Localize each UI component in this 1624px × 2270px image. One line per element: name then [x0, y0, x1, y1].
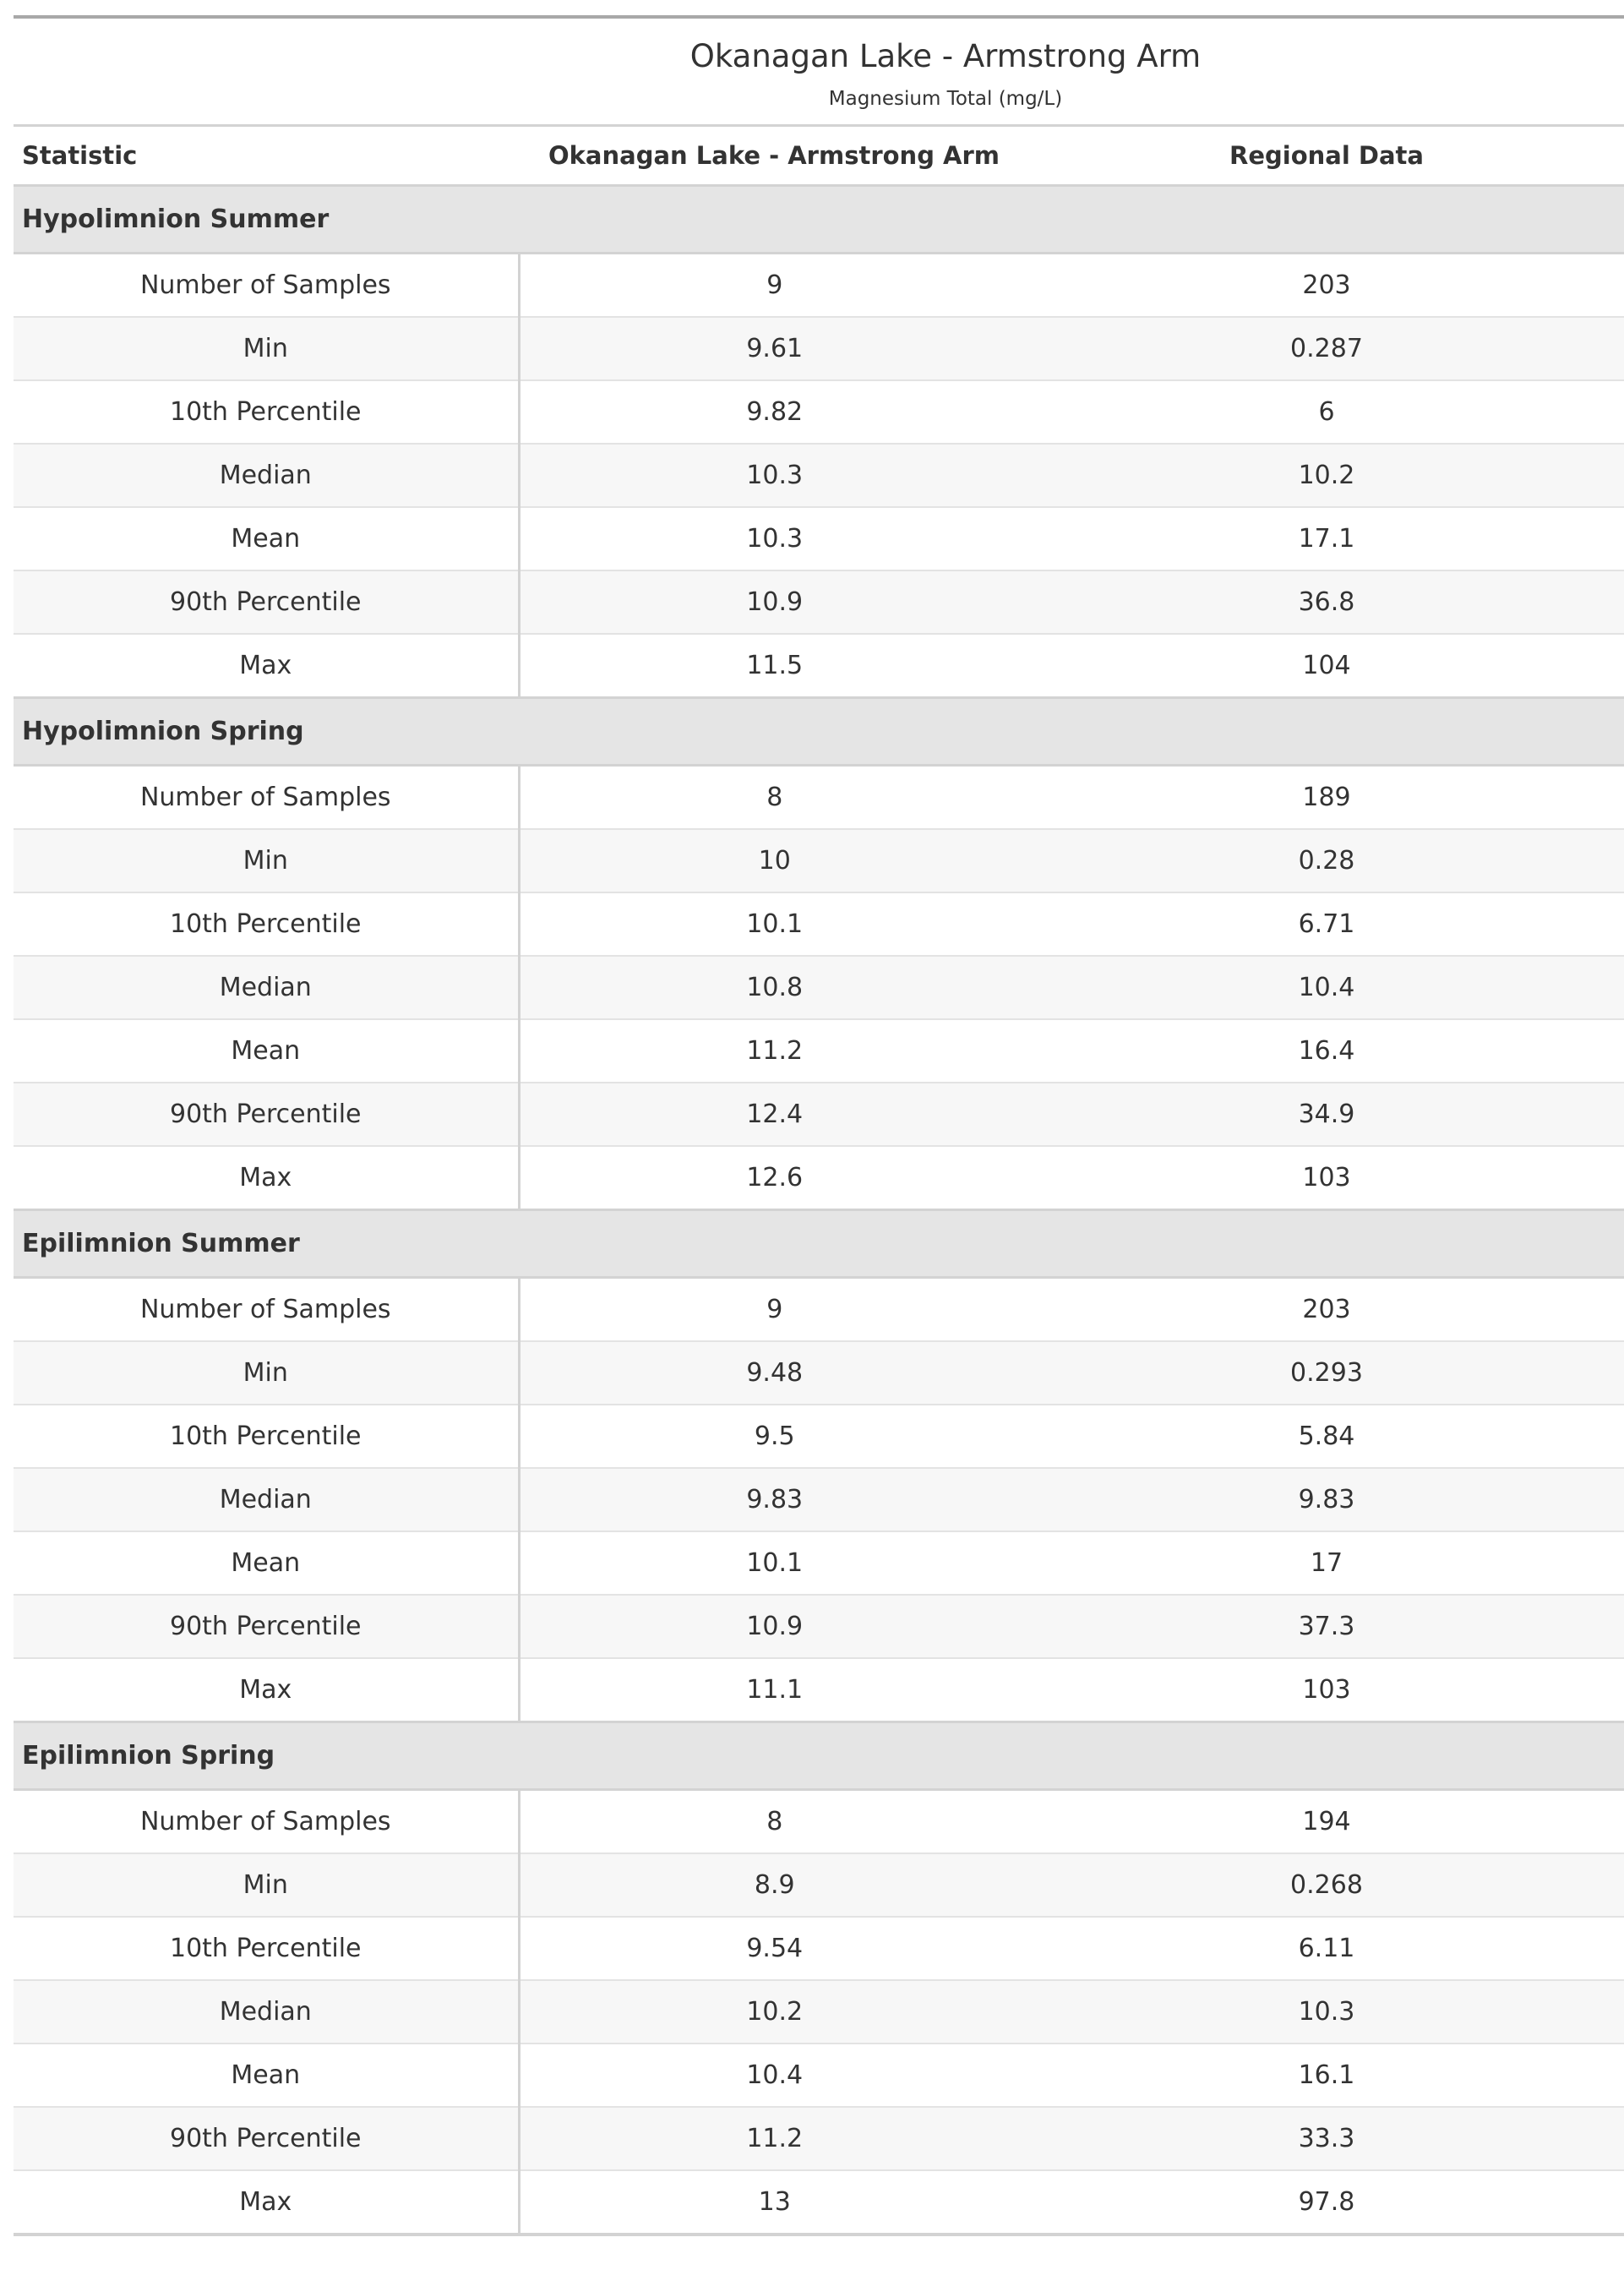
group-row: [14, 697, 1624, 765]
statistics-table: [14, 15, 1624, 2236]
group-label: Hypolimnion Summer: [14, 185, 1624, 253]
table-row: [14, 2170, 1624, 2235]
stat-cell: Mean: [14, 1531, 519, 1595]
site-value-cell: 10.1: [519, 1531, 1029, 1595]
table-row: [14, 2044, 1624, 2107]
stat-cell: Min: [14, 1853, 519, 1917]
group-label: Hypolimnion Spring: [14, 697, 1624, 765]
table-body: [14, 185, 1624, 2235]
table-row: [14, 1341, 1624, 1405]
stat-cell: Mean: [14, 1019, 519, 1083]
regional-value-cell: 36.8: [1029, 570, 1624, 634]
stat-cell: Number of Samples: [14, 253, 519, 317]
site-value-cell: 9.82: [519, 380, 1029, 444]
site-value-cell: 10.8: [519, 956, 1029, 1019]
column-header-site: Okanagan Lake - Armstrong Arm: [519, 125, 1029, 185]
table-row: [14, 444, 1624, 507]
site-value-cell: 8.9: [519, 1853, 1029, 1917]
site-value-cell: 10.2: [519, 1980, 1029, 2044]
site-value-cell: 10.3: [519, 507, 1029, 570]
regional-value-cell: 0.293: [1029, 1341, 1624, 1405]
regional-value-cell: 17.1: [1029, 507, 1624, 570]
stat-cell: Min: [14, 829, 519, 892]
site-value-cell: 9.83: [519, 1468, 1029, 1531]
regional-value-cell: 0.268: [1029, 1853, 1624, 1917]
table-row: [14, 2107, 1624, 2170]
regional-value-cell: 33.3: [1029, 2107, 1624, 2170]
regional-value-cell: 6.71: [1029, 892, 1624, 956]
regional-value-cell: 194: [1302, 1806, 1351, 1836]
table-row: [14, 1531, 1624, 1595]
site-value-cell: 9: [766, 270, 783, 300]
regional-value-cell: 103: [1029, 1658, 1624, 1722]
site-value-cell: 10.4: [519, 2044, 1029, 2107]
stat-cell: 10th Percentile: [14, 380, 519, 444]
table-title: Okanagan Lake - Armstrong Arm: [14, 17, 1624, 74]
regional-value-cell: 104: [1029, 634, 1624, 698]
site-value-cell: 9.5: [519, 1405, 1029, 1468]
stat-cell: Min: [14, 317, 519, 380]
regional-value-cell: 10.3: [1029, 1980, 1624, 2044]
stat-cell: Median: [14, 1468, 519, 1531]
regional-value-cell: 9.83: [1029, 1468, 1624, 1531]
group-row: [14, 1209, 1624, 1277]
regional-value-cell: 6.11: [1029, 1917, 1624, 1980]
regional-value-cell: 97.8: [1029, 2170, 1624, 2235]
column-header-regional: Regional Data: [1029, 125, 1624, 185]
stat-cell: 10th Percentile: [14, 1917, 519, 1980]
site-value-cell: 11.2: [519, 1019, 1029, 1083]
table-row: [14, 1595, 1624, 1658]
table-row: [14, 1019, 1624, 1083]
regional-value-cell: 6: [1029, 380, 1624, 444]
column-header-row: [14, 125, 1624, 185]
site-value-cell: 10.3: [519, 444, 1029, 507]
table-row: [14, 253, 1624, 317]
stat-cell: Mean: [14, 2044, 519, 2107]
stat-cell: Number of Samples: [14, 1789, 519, 1853]
regional-value-cell: 5.84: [1029, 1405, 1624, 1468]
site-value-cell: 11.1: [519, 1658, 1029, 1722]
regional-value-cell: 10.2: [1029, 444, 1624, 507]
table-row: [14, 1146, 1624, 1210]
site-value-cell: 9.48: [519, 1341, 1029, 1405]
group-label: Epilimnion Spring: [14, 1722, 1624, 1789]
site-value-cell: 8: [766, 782, 783, 812]
stat-cell: Max: [14, 1658, 519, 1722]
stat-cell: 90th Percentile: [14, 570, 519, 634]
table-row: [14, 892, 1624, 956]
table-row: [14, 1658, 1624, 1722]
site-value-cell: 12.6: [519, 1146, 1029, 1210]
column-header-statistic: Statistic: [14, 125, 519, 185]
group-label: Epilimnion Summer: [14, 1209, 1624, 1277]
regional-value-cell: 203: [1302, 270, 1351, 300]
table-title-row: [14, 17, 1624, 74]
stat-cell: Number of Samples: [14, 765, 519, 829]
table-row: [14, 1980, 1624, 2044]
table-row: [14, 1277, 1624, 1341]
site-value-cell: 11.5: [519, 634, 1029, 698]
site-value-cell: 10.1: [519, 892, 1029, 956]
table-row: [14, 829, 1624, 892]
site-value-cell: 9: [766, 1294, 783, 1324]
table-row: [14, 317, 1624, 380]
stat-cell: 90th Percentile: [14, 1083, 519, 1146]
stat-cell: 10th Percentile: [14, 1405, 519, 1468]
group-row: [14, 185, 1624, 253]
site-value-cell: 12.4: [519, 1083, 1029, 1146]
table-row: [14, 380, 1624, 444]
stat-cell: 90th Percentile: [14, 2107, 519, 2170]
site-value-cell: 10.9: [519, 570, 1029, 634]
table-row: [14, 1468, 1624, 1531]
stat-cell: Max: [14, 634, 519, 698]
site-value-cell: 9.61: [519, 317, 1029, 380]
stat-cell: Median: [14, 956, 519, 1019]
site-value-cell: 8: [766, 1806, 783, 1836]
stat-cell: Max: [14, 1146, 519, 1210]
stat-cell: Number of Samples: [14, 1277, 519, 1341]
table-row: [14, 765, 1624, 829]
table-row: [14, 507, 1624, 570]
stat-cell: Median: [14, 444, 519, 507]
table-row: [14, 1083, 1624, 1146]
table-row: [14, 1789, 1624, 1853]
stat-cell: 10th Percentile: [14, 892, 519, 956]
stat-cell: 90th Percentile: [14, 1595, 519, 1658]
regional-value-cell: 16.1: [1029, 2044, 1624, 2107]
stat-cell: Min: [14, 1341, 519, 1405]
regional-value-cell: 0.287: [1029, 317, 1624, 380]
table-row: [14, 1853, 1624, 1917]
regional-value-cell: 17: [1029, 1531, 1624, 1595]
site-value-cell: 11.2: [519, 2107, 1029, 2170]
table-subtitle-row: [14, 74, 1624, 125]
table-row: [14, 1917, 1624, 1980]
stat-cell: Max: [14, 2170, 519, 2235]
regional-value-cell: 37.3: [1029, 1595, 1624, 1658]
regional-value-cell: 16.4: [1029, 1019, 1624, 1083]
site-value-cell: 9.54: [519, 1917, 1029, 1980]
regional-value-cell: 203: [1302, 1294, 1351, 1324]
table-subtitle: Magnesium Total (mg/L): [828, 88, 1063, 111]
stat-cell: Median: [14, 1980, 519, 2044]
group-row: [14, 1722, 1624, 1789]
regional-value-cell: 103: [1029, 1146, 1624, 1210]
table-row: [14, 570, 1624, 634]
regional-value-cell: 10.4: [1029, 956, 1624, 1019]
site-value-cell: 10.9: [519, 1595, 1029, 1658]
regional-value-cell: 0.28: [1029, 829, 1624, 892]
site-value-cell: 10: [519, 829, 1029, 892]
table-row: [14, 634, 1624, 698]
stat-cell: Mean: [14, 507, 519, 570]
regional-value-cell: 34.9: [1029, 1083, 1624, 1146]
regional-value-cell: 189: [1302, 782, 1351, 812]
site-value-cell: 13: [519, 2170, 1029, 2235]
table-row: [14, 1405, 1624, 1468]
statistics-table-container: [14, 15, 1624, 2236]
table-row: [14, 956, 1624, 1019]
